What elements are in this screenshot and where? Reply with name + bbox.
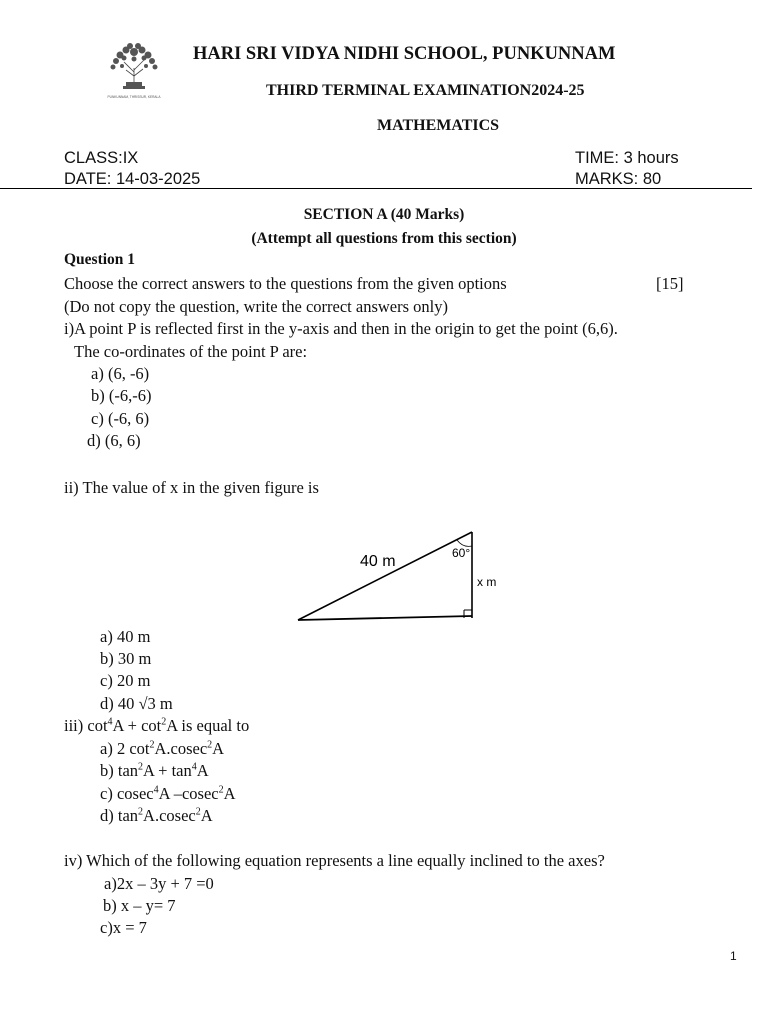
school-name: HARI SRI VIDYA NIDHI SCHOOL, PUNKUNNAM [193, 44, 616, 64]
q-i-line2: The co-ordinates of the point P are: [74, 342, 308, 361]
q-ii-option: c) 20 m [100, 671, 151, 690]
question-instruction: Choose the correct answers to the questions from the given options [64, 274, 507, 293]
q-iii-option: c) cosec$^4$A –cosec$^2$A [100, 784, 236, 803]
section-title: SECTION A (40 Marks) [303, 206, 465, 223]
q-iv-option: b) x – y= 7 [103, 896, 176, 915]
section-instruction: (Attempt all questions from this section) [251, 230, 517, 247]
exam-title: THIRD TERMINAL EXAMINATION2024-25 [266, 82, 585, 99]
q-iii-text: iii) $\cot^4A + \cot^2A$ is equal to [64, 716, 250, 735]
q-ii-option: b) 30 m [100, 649, 152, 668]
q-iv-text: iv) Which of the following equation represents a line equally inclined to the axes? [64, 851, 605, 870]
header-divider [0, 188, 752, 189]
q-i-option: b) (-6,-6) [91, 386, 152, 405]
q-iii-option: b) $\tan^2A + \tan^4A$ [100, 761, 209, 780]
q-i-option: d) (6, 6) [87, 431, 141, 450]
q-iv-option: c)x = 7 [100, 918, 147, 937]
q-i-option: c) (-6, 6) [91, 409, 150, 428]
q-ii-option: a) 40 m [100, 627, 151, 646]
q-i-option: a) (6, -6) [91, 364, 150, 383]
school-logo [96, 38, 172, 100]
angle-label: 60° [452, 546, 471, 560]
class-label: CLASS:IX [64, 149, 139, 167]
q-i-line1: i)A point P is reflected first in the y-axis and then in the origin to get the point (6,6). [64, 319, 618, 338]
question-note: (Do not copy the question, write the correct answers only) [64, 297, 448, 316]
q-iv-option: a)2x – 3y + 7 =0 [104, 874, 214, 893]
triangle-figure [292, 526, 508, 626]
time-label: TIME: 3 hours [575, 149, 679, 167]
side-label: x m [477, 575, 497, 589]
subject-title: MATHEMATICS [377, 117, 500, 134]
marks-label: MARKS: 80 [575, 170, 662, 188]
q-iii-option: a) 2 $\cot^2A.cosec^2A$ [100, 739, 225, 758]
question-heading: Question 1 [64, 251, 136, 268]
hypotenuse-label: 40 m [360, 553, 396, 570]
q-ii-text: ii) The value of x in the given figure is [64, 478, 319, 497]
logo-caption: PUNKUNNAM, THRISSUR, KERALA [107, 95, 161, 99]
question-marks: [15] [656, 274, 684, 293]
page-number: 1 [730, 949, 737, 963]
q-ii-option: d) 40 √3 m [100, 694, 173, 713]
q-iii-option: d) $\tan^2A.cosec^2A$ [100, 806, 213, 825]
date-label: DATE: 14-03-2025 [64, 170, 201, 188]
